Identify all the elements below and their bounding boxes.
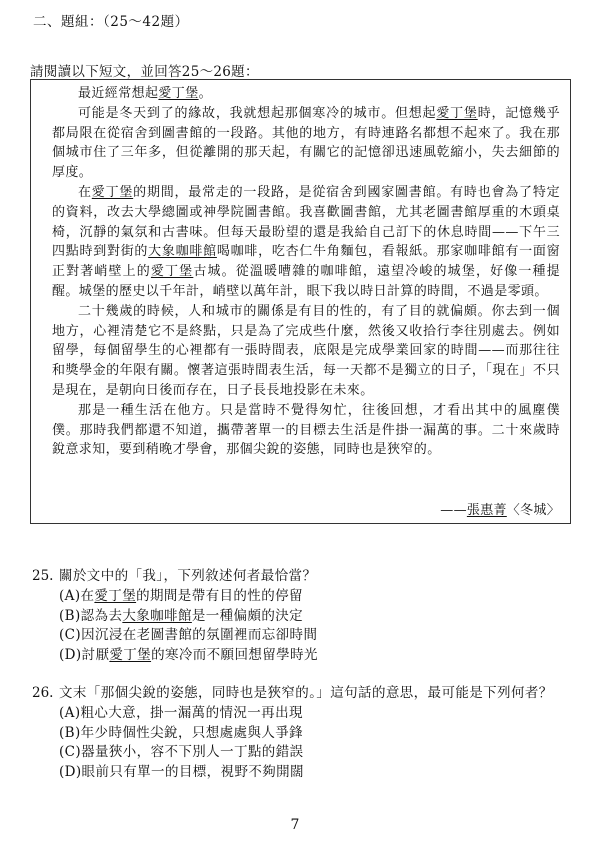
proper-noun: 愛丁堡: [94, 588, 137, 604]
text-run: 的寒冷而不願回想留學時光: [151, 646, 318, 663]
option-list: [59, 704, 553, 782]
text-run: 在: [78, 184, 92, 200]
page-number: 7: [290, 817, 300, 833]
text-run: (D)討厭: [59, 646, 110, 663]
text-run: 是一種偏頗的決定: [191, 607, 304, 624]
passage-paragraph: [52, 302, 560, 401]
proper-noun: 大象咖啡館: [148, 244, 217, 260]
text-run: 二十幾歲的時候，人和城市的關係是有目的性的，有了目的就偏頗。你去到一個地方，心裡清楚它不是終點，只是為了完成些什麼，然後又收拾行李往別處去。例如留學，每個留學生的心裡都有一張時間表，底限是完成學業回家的時間——而那往往和獎學金的年限有關。懷著這張時間表生活，每一天都不是獨立的日子，「現在」不只是現在，是朝向日後而存在，日子長長地投影在未來。: [52, 303, 560, 398]
option-d[interactable]: [59, 763, 553, 783]
attribution-author: 張惠菁: [466, 503, 507, 518]
proper-noun: 愛丁堡: [109, 646, 152, 663]
option-c[interactable]: [59, 626, 318, 646]
option-list: [59, 587, 318, 665]
passage-paragraph: [52, 104, 560, 183]
attribution-title: 〈冬城〉: [506, 503, 560, 518]
option-a[interactable]: [59, 587, 318, 607]
text-run: 那是一種生活在他方。只是當時不覺得匆忙，往後回想，才看出其中的風塵僕僕。那時我們都還不知道，攜帶著單一的目標去生活是件掛一漏萬的事。二十來歲時銳意求知，要到稍晚才學會，那個尖銳的姿態，同時也是狹窄的。: [52, 402, 560, 458]
option-a[interactable]: [59, 704, 553, 724]
text-run: (A)粗心大意，掛一漏萬的情況一再出現: [59, 705, 303, 721]
proper-noun: 愛丁堡: [150, 264, 194, 280]
passage-paragraph: [52, 401, 560, 460]
text-run: (A)在: [59, 588, 95, 604]
text-run: (C)因沉浸在老圖書館的氛圍裡而忘卻時間: [59, 627, 318, 644]
passage-paragraph: [52, 84, 560, 104]
proper-noun: 愛丁堡: [436, 105, 478, 121]
text-run: 的期間是帶有目的性的停留: [136, 588, 303, 604]
text-run: 喝咖啡，吃杏仁牛角麵包，看報紙。那家咖啡館有一面窗正對著峭壁上的: [52, 244, 560, 280]
proper-noun: 愛丁堡: [158, 86, 199, 101]
section-header: 二、題組：（25～42題）: [33, 14, 189, 30]
question-stem: 文末「那個尖銳的姿態，同時也是狹窄的。」這句話的意思，最可能是下列何者？: [59, 685, 553, 701]
text-run: 最近經常想起: [78, 86, 159, 101]
text-run: (C)器量狹小，容不下別人一丁點的錯誤: [59, 744, 304, 761]
question-stem: 關於文中的「我」，下列敘述何者最恰當？: [59, 568, 317, 584]
passage-attribution: [440, 499, 560, 518]
text-run: (B)年少時個性尖銳，只想處處與人爭鋒: [59, 724, 304, 741]
reading-instruction: 請閱讀以下短文，並回答25～26題：: [30, 64, 259, 80]
text-run: 古城。從溫暖嘈雜的咖啡館，遠望冷峻的城堡，好像一種提醒。城堡的歷史以千年計，峭壁以萬年計，眼下我以時日計算的時間，不過是零頭。: [52, 264, 560, 299]
option-c[interactable]: [59, 743, 553, 763]
passage-paragraph: [52, 183, 560, 302]
option-b[interactable]: [59, 724, 553, 744]
proper-noun: 愛丁堡: [91, 184, 134, 200]
option-d[interactable]: [59, 646, 318, 666]
proper-noun: 大象咖啡館: [122, 607, 192, 624]
text-run: 可能是冬天到了的緣故，我就想起那個寒冷的城市。但想起: [78, 105, 437, 121]
question-number: 26.: [32, 685, 54, 701]
text-run: (B)認為去: [59, 607, 123, 624]
text-run: 時，記憶幾乎都局限在從宿舍到圖書館的一段路。其他的地方，有時連路名都想不起來了。我在那個城市住了三年多，但從離開的那天起，有關它的記憶卻迅速風乾縮小，失去細節的厚度。: [52, 105, 561, 181]
question-number: 25.: [32, 568, 54, 584]
text-run: 的期間，最常走的一段路，是從宿舍到國家圖書館。有時也會為了特定的資料，改去大學總圖或神學院圖書館。我喜歡圖書館，尤其老圖書館厚重的木頭桌椅，沉靜的氣氛和古書味。但每天最盼望的還是我給自己訂下的休息時間——下午三四點時到對街的: [52, 184, 561, 260]
passage-box: [30, 79, 571, 524]
attribution-dash: ——: [440, 503, 467, 518]
option-b[interactable]: [59, 607, 318, 627]
text-run: 。: [198, 86, 213, 101]
question-25: [32, 566, 318, 665]
text-run: (D)眼前只有單一的目標，視野不夠開闊: [59, 763, 304, 780]
question-26: [32, 683, 553, 782]
